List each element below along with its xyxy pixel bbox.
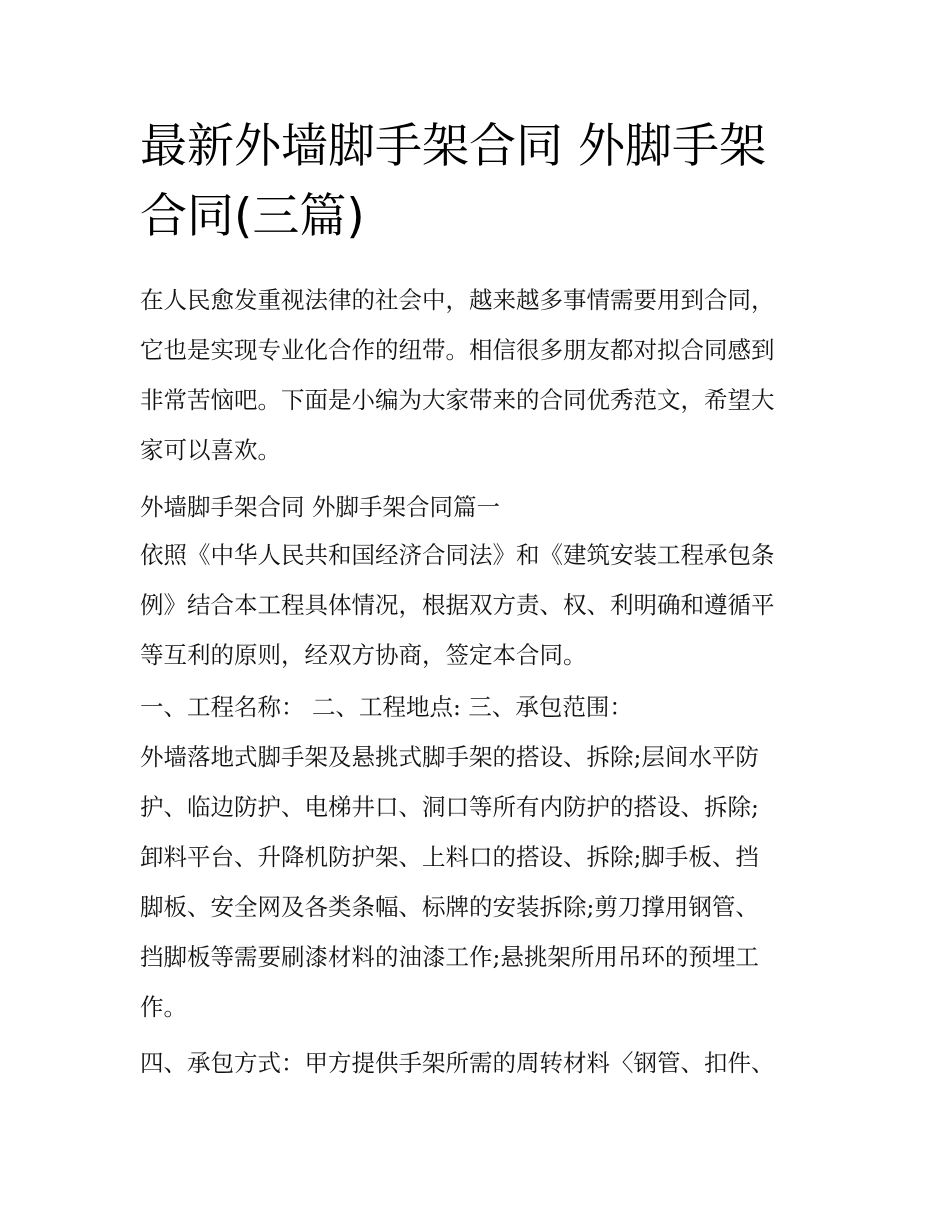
section-heading: 外墙脚手架合同 外脚手架合同篇一 [140,493,500,521]
document-title: 最新外墙脚手架合同 外脚手架 合同(三篇) [140,119,766,244]
contract-items-line: 一、工程名称： 二、工程地点: 三、承包范围： [140,693,633,721]
basis-paragraph: 依照《中华人民共和国经济合同法》和《建筑安装工程承包条 例》结合本工程具体情况，根据双方责、权、利明确和遵循平 等互利的原则，经双方协商，签定本合同。 [140,541,775,669]
scope-paragraph: 外墙落地式脚手架及悬挑式脚手架的搭设、拆除;层间水平防 护、临边防护、电梯井口、洞口等所有内防护的搭设、拆除; 卸料平台、升降机防护架、上料口的搭设、拆除;脚手板、挡 脚板、安全网及各类条幅、标牌的安装拆除;剪刀撑用钢管、 挡脚板等需要刷漆材料的油漆工作;悬挑架所用吊环的预埋工 作。 [140,743,759,1021]
method-paragraph: 四、承包方式：甲方提供手架所需的周转材料〈钢管、扣件、 [140,1049,775,1077]
intro-paragraph: 在人民愈发重视法律的社会中，越来越多事情需要用到合同， 它也是实现专业化合作的纽带。相信很多朋友都对拟合同感到 非常苦恼吧。下面是小编为大家带来的合同优秀范文，希望大 家可以喜欢。 [140,286,775,464]
